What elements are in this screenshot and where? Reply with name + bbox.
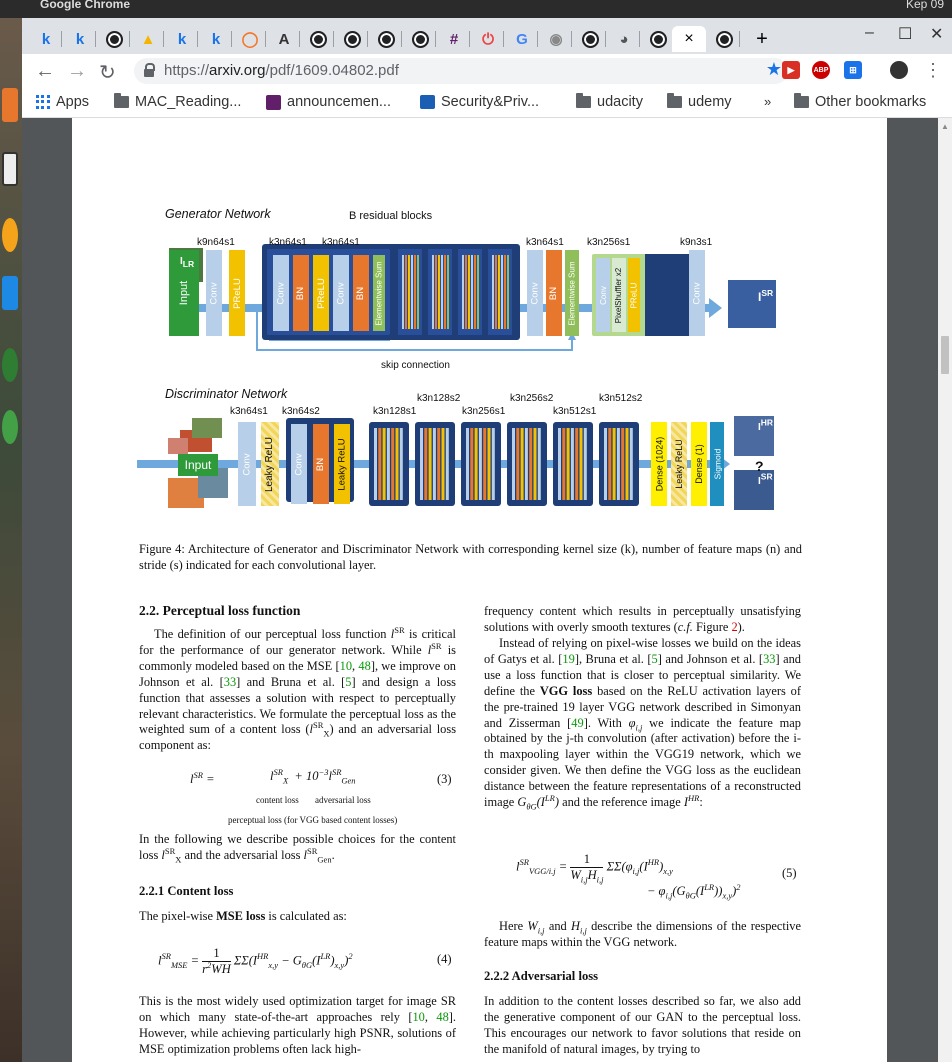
bookmark-label: Security&Priv...	[441, 94, 540, 110]
citation-link[interactable]: 5	[345, 674, 352, 689]
disc-layer-stripe	[604, 428, 607, 500]
bookmark-udacity[interactable]	[576, 94, 643, 110]
disc-input-block: Input	[178, 454, 218, 476]
residual-layer-stripe	[498, 255, 500, 329]
residual-layer-stripe	[495, 255, 497, 329]
slack-icon: #	[449, 30, 459, 48]
disc-inner-leaky-relu-block: Leaky ReLU	[334, 424, 350, 504]
post-bn-block: BN	[546, 250, 562, 336]
tab-5[interactable]	[200, 26, 232, 52]
tab-14[interactable]	[506, 26, 538, 52]
disc-layer-stripe	[383, 428, 386, 500]
subsection-heading: 2.2.1 Content loss	[139, 884, 234, 898]
equation-number: (4)	[437, 952, 452, 966]
tab-17[interactable]	[608, 26, 640, 52]
gen-label: k3n64s1	[526, 237, 564, 248]
tab-16[interactable]	[574, 26, 606, 52]
folder-icon	[794, 96, 809, 108]
desktop-launcher	[0, 18, 22, 1062]
disc-layer-stripe	[630, 428, 633, 500]
paragraph: The pixel-wise MSE loss is calculated as:	[139, 909, 347, 923]
browser-toolbar	[22, 54, 952, 88]
disc-label: k3n128s2	[417, 393, 461, 404]
new-tab-button[interactable]: +	[756, 27, 768, 50]
bookmark-label: announcemen...	[287, 94, 391, 110]
disc-leaky-relu-block: Leaky ReLU	[261, 422, 279, 506]
equation-number: (3)	[437, 772, 452, 786]
bookmark-security-privacy[interactable]	[420, 94, 539, 110]
res-conv-block: Conv	[273, 255, 289, 331]
disc-layer-stripe	[429, 428, 432, 500]
tab-3[interactable]	[132, 26, 164, 52]
disc-layer-stripe	[424, 428, 427, 500]
gen-label: k3n64s1	[322, 237, 360, 248]
bookmarks-overflow-button[interactable]: »	[764, 94, 772, 109]
scrollbar-thumb[interactable]	[941, 336, 949, 374]
up-conv-block: Conv	[596, 258, 610, 332]
github-icon	[650, 31, 667, 48]
disc-label: k3n64s2	[282, 406, 320, 417]
brace-label: perceptual loss (for VGG based content losses)	[228, 815, 398, 825]
disc-layer-stripe	[387, 428, 390, 500]
bookmark-label: udemy	[688, 94, 732, 110]
address-bar[interactable]	[134, 58, 788, 84]
back-button[interactable]: ←	[35, 60, 55, 82]
equation-5-line2: − $\varphi_{i,j}(G_{\theta G}(I^{LR}))_{x,y})^2$	[647, 881, 741, 901]
disc-layer-stripe	[475, 428, 478, 500]
discriminator-title: Discriminator Network	[165, 387, 288, 401]
residual-layer-stripe	[444, 255, 446, 329]
citation-link[interactable]: 10	[339, 658, 353, 673]
equation-3-body: $l^{SR}_X + 10^{-3}l^{SR}_{Gen}$	[270, 766, 356, 786]
disc-label: k3n256s2	[510, 393, 554, 404]
disc-layer-stripe	[617, 428, 620, 500]
acrobat-icon: A	[278, 30, 290, 48]
url-scheme: https://	[164, 62, 210, 79]
figure-caption: Figure 4: Architecture of Generator and Discriminator Network with corresponding kernel size (k), number of feature maps (n) and stride (s) indicated for each convolutional layer.	[139, 542, 802, 572]
k-icon: k	[177, 30, 187, 48]
residual-layer-stripe	[408, 255, 410, 329]
maximize-button[interactable]: ☐	[898, 26, 913, 43]
residual-layer-stripe	[432, 255, 434, 329]
bookmark-announcements[interactable]	[266, 94, 391, 110]
gen-prelu-block: PReLU	[229, 250, 245, 336]
paragraph: Instead of relying on pixel-wise losses we build on the ideas of Gatys et al. [19], Bruna et al. [5] and Johnson et al. [33] and use a loss function that is closer to perceptual similarity. We define the VGG loss based on the ReLU activation layers of the pre-trained 19 layer VGG network described in Simonyan and Zisserman [49]. With $\varphi_{i,j}$ we indicate the feature map obtained by the j-th convolution (after activation) before the i-th maxpooling layer within the VGG19 network, which we consider given. We then define the VGG loss as the euclidean distance between the feature representations of a reconstructed image $G_{\theta G}(I^{LR})$ and the reference image $I^{HR}$:	[484, 636, 802, 812]
citation-link[interactable]: 33	[763, 651, 776, 666]
pixelshuffler-block: PixelShuffler x2	[612, 258, 626, 332]
disc-layer-stripe	[483, 428, 486, 500]
res-bn-block: BN	[293, 255, 309, 331]
disc-label: k3n256s1	[462, 406, 506, 417]
close-tab-icon[interactable]: ×	[684, 30, 694, 47]
disc-layer-stripe	[433, 428, 436, 500]
pdf-viewer	[22, 118, 938, 1062]
jupyter-icon: ◯	[241, 31, 259, 48]
url-path: /pdf/1609.04802.pdf	[265, 62, 399, 79]
disc-layer-stripe	[516, 428, 519, 500]
launcher-app-icon[interactable]	[2, 410, 18, 444]
bookmark-apps[interactable]	[36, 94, 89, 110]
github-icon	[344, 31, 361, 48]
generator-title: Generator Network	[165, 207, 271, 221]
tab-7[interactable]	[268, 26, 300, 52]
k-icon: k	[75, 30, 85, 48]
gen-label: k9n3s1	[680, 237, 713, 248]
bookmark-udemy[interactable]	[667, 94, 732, 110]
disc-layer-stripe	[529, 428, 532, 500]
disc-inner-conv-block: Conv	[291, 424, 307, 504]
bookmark-label: Apps	[56, 94, 90, 110]
bookmark-label: MAC_Reading...	[135, 94, 242, 110]
disc-layer-stripe	[608, 428, 611, 500]
bookmark-mac-reading[interactable]	[114, 94, 241, 110]
chat-icon: ◉	[549, 31, 563, 48]
github-icon	[378, 31, 395, 48]
figure-link[interactable]: 2	[731, 619, 738, 634]
disc-layer-stripe	[525, 428, 528, 500]
forward-button[interactable]: →	[67, 60, 87, 82]
final-conv-block: Conv	[689, 250, 705, 336]
generator-arrow-icon	[709, 298, 722, 318]
paragraph: This is the most widely used optimization target for image SR on which many state-of-the-art approaches rely [10, 48]. However, while achieving particularly high PSNR, solutions of MSE optimization problems often lack high-	[139, 994, 457, 1056]
residual-layer-stripe	[504, 255, 506, 329]
disc-layer-stripe	[575, 428, 578, 500]
tab-9[interactable]	[336, 26, 368, 52]
bookmark-label: udacity	[597, 94, 643, 110]
disc-layer-stripe	[626, 428, 629, 500]
skip-connection-label: skip connection	[381, 360, 450, 371]
paragraph: frequency content which results in perceptually unsatisfying solutions with overly smooth textures (c.f. Figure 2).	[484, 604, 801, 634]
section-heading: 2.2. Perceptual loss function	[139, 603, 301, 618]
disc-layer-stripe	[521, 428, 524, 500]
citation-link[interactable]: 48	[436, 1009, 449, 1024]
brace-label: adversarial loss	[315, 795, 371, 805]
github-icon	[716, 31, 733, 48]
os-title: Google Chrome	[40, 0, 131, 11]
tab-6[interactable]	[234, 26, 266, 52]
slack-icon	[266, 95, 281, 110]
paragraph: The definition of our perceptual loss function $l^{SR}$ is critical for the performance of our generator network. While $l^{SR}$ is commonly modeled based on the MSE [10, 48], we improve on Johnson et al. [33] and Bruna et al. [5] and design a loss function that assesses a solution with respect to perceptually relevant characteristics. We formulate the perceptual loss as the weighted sum of a content loss $(l^{SR}_X)$ and an adversarial loss component as:	[139, 624, 457, 753]
disc-layer-stripe	[567, 428, 570, 500]
menu-icon[interactable]: ⋮	[924, 60, 942, 80]
subsection-heading: 2.2.2 Adversarial loss	[484, 969, 599, 983]
bookmark-other[interactable]	[794, 94, 926, 110]
power-icon: ⏻	[482, 30, 494, 48]
disc-layer-stripe	[479, 428, 482, 500]
google-drive-icon: ▲	[140, 30, 156, 48]
disc-layer-stripe	[391, 428, 394, 500]
disc-layer-stripe	[584, 428, 587, 500]
vertical-scrollbar[interactable]	[938, 118, 952, 1062]
tab-4[interactable]	[166, 26, 198, 52]
res-elementwise-sum-block: Elementwise Sum	[373, 255, 385, 331]
disc-layer-stripe	[442, 428, 445, 500]
disc-layer-stripe	[446, 428, 449, 500]
close-window-button[interactable]: ✕	[930, 26, 944, 43]
ext-blue-icon[interactable]: ⊞	[844, 61, 862, 79]
tab-15[interactable]	[540, 26, 572, 52]
residual-layer-stripe	[417, 255, 419, 329]
residual-layer-stripe	[468, 255, 470, 329]
res-conv-block-2: Conv	[333, 255, 349, 331]
launcher-app-icon[interactable]	[2, 88, 18, 122]
ihr-label: $I^{HR}$	[758, 417, 774, 433]
gen-label: k9n64s1	[197, 237, 235, 248]
input-block: Input	[169, 250, 199, 336]
k-icon: k	[211, 30, 221, 48]
residual-layer-stripe	[474, 255, 476, 329]
paragraph: Here $W_{i,j}$ and $H_{i,j}$ describe the dimensions of the respective feature maps within the VGG network.	[484, 919, 802, 949]
google-icon: G	[516, 30, 528, 48]
tab-11[interactable]	[404, 26, 436, 52]
equation-5: $l^{SR}_{VGG/i.j}$ = 1 $W_{i,j}H_{i,j}$ $\Sigma\Sigma(\varphi_{i,j}(I^{HR})_{x,y}$	[516, 852, 673, 885]
disc-isr-label: $I^{SR}$	[758, 471, 773, 487]
tab-12[interactable]	[438, 26, 470, 52]
ext-red-icon[interactable]: ▶	[782, 61, 800, 79]
adblock-icon[interactable]: ABP	[812, 61, 830, 79]
url-text[interactable]	[164, 62, 399, 79]
sigmoid-block: Sigmoid	[710, 422, 724, 506]
k-icon: k	[41, 30, 51, 48]
github-icon	[582, 31, 599, 48]
tab-8[interactable]	[302, 26, 334, 52]
disc-layer-stripe	[488, 428, 491, 500]
disc-label: k3n128s1	[373, 406, 417, 417]
question-mark: ?	[755, 458, 764, 474]
residual-layer-stripe	[402, 255, 404, 329]
equation-4: $l^{SR}_{MSE}$ = 1 $r^2WH$ $\Sigma\Sigma(I^{HR}_{x,y} - G_{\theta G}(I^{LR})_{x,y})^2$	[158, 946, 353, 976]
ilr-label: $I_{LR}$	[180, 256, 195, 269]
residual-layer-stripe	[507, 255, 509, 329]
disc-layer-stripe	[562, 428, 565, 500]
disc-layer-stripe	[512, 428, 515, 500]
res-bn-block-2: BN	[353, 255, 369, 331]
isr-label: $I^{SR}$	[758, 288, 774, 304]
launcher-app-icon[interactable]	[2, 276, 18, 310]
dense-1024-block: Dense (1024)	[651, 422, 667, 506]
equation-3: $l^{SR}$ =	[190, 769, 215, 786]
residual-layer-stripe	[465, 255, 467, 329]
gen-label: k3n64s1	[269, 237, 307, 248]
globe-icon: ◕	[619, 30, 629, 48]
brace-label: content loss	[256, 795, 299, 805]
tab-strip	[22, 18, 952, 54]
residual-layer-stripe	[492, 255, 494, 329]
profile-avatar[interactable]	[890, 61, 908, 79]
disc-layer-stripe	[580, 428, 583, 500]
tab-1[interactable]	[64, 26, 96, 52]
github-icon	[310, 31, 327, 48]
bookmark-label: Other bookmarks	[815, 94, 927, 110]
reload-button[interactable]: ↻	[99, 62, 116, 84]
active-tab[interactable]	[672, 26, 706, 52]
disc-layer-stripe	[613, 428, 616, 500]
res-prelu-block: PReLU	[313, 255, 329, 331]
folder-icon	[114, 96, 129, 108]
residual-layer-stripe	[471, 255, 473, 329]
up-prelu-block: PReLU	[628, 258, 640, 332]
apps-grid-icon	[36, 95, 50, 109]
disc-layer-stripe	[400, 428, 403, 500]
lock-icon	[144, 63, 154, 77]
tab-2[interactable]	[98, 26, 130, 52]
bookmark-star-icon[interactable]: ★	[765, 59, 782, 79]
tab-10[interactable]	[370, 26, 402, 52]
scroll-up-icon[interactable]: ▲	[941, 122, 949, 131]
citation-link[interactable]: 19	[562, 651, 575, 666]
residual-layer-stripe	[405, 255, 407, 329]
os-clock: Kep 09	[905, 0, 944, 11]
pdf-page	[72, 118, 887, 1062]
disc-layer-stripe	[396, 428, 399, 500]
disc-bn-block: BN	[313, 424, 329, 504]
tab-19[interactable]	[708, 26, 740, 52]
disc-label: k3n64s1	[230, 406, 268, 417]
launcher-app-icon[interactable]	[2, 348, 18, 382]
tab-18[interactable]	[642, 26, 674, 52]
disc-layer-stripe	[538, 428, 541, 500]
disc-layer-stripe	[492, 428, 495, 500]
citation-link[interactable]: 33	[223, 674, 237, 689]
residual-layer-stripe	[411, 255, 413, 329]
disc-layer-stripe	[571, 428, 574, 500]
citation-link[interactable]: 48	[358, 658, 371, 673]
github-icon	[412, 31, 429, 48]
residual-title: B residual blocks	[349, 210, 433, 222]
residual-layer-stripe	[435, 255, 437, 329]
site-icon	[420, 95, 435, 109]
disc-layer-stripe	[558, 428, 561, 500]
tab-13[interactable]	[472, 26, 504, 52]
github-icon	[106, 31, 123, 48]
tab-0[interactable]	[30, 26, 62, 52]
disc-layer-stripe	[466, 428, 469, 500]
gen-conv-block: Conv	[206, 250, 222, 336]
disc-label: k3n512s2	[599, 393, 643, 404]
residual-layer-stripe	[501, 255, 503, 329]
residual-layer-stripe	[438, 255, 440, 329]
paragraph: In addition to the content losses described so far, we also add the generative component of our GAN to the perceptual loss. This encourages our network to favor solutions that reside on the manifold of natural images, by trying to	[484, 994, 801, 1056]
citation-link[interactable]: 10	[412, 1009, 425, 1024]
citation-link[interactable]: 49	[571, 715, 584, 730]
gen-label: k3n256s1	[587, 237, 631, 248]
architecture-figure	[72, 118, 887, 538]
bookmarks-bar	[22, 88, 952, 118]
disc-layer-stripe	[534, 428, 537, 500]
folder-icon	[576, 96, 591, 108]
disc-layer-stripe	[621, 428, 624, 500]
disc-layer-stripe	[437, 428, 440, 500]
minimize-button[interactable]: –	[865, 24, 874, 41]
post-elementwise-sum-block: Elementwise Sum	[565, 250, 579, 336]
dense-1-block: Dense (1)	[691, 422, 707, 506]
url-host: arxiv.org	[209, 62, 266, 79]
disc-layer-stripe	[374, 428, 377, 500]
dense-leaky-relu-block: Leaky ReLU	[671, 422, 687, 506]
folder-icon	[667, 96, 682, 108]
residual-layer-stripe	[447, 255, 449, 329]
residual-layer-stripe	[462, 255, 464, 329]
post-conv-block: Conv	[527, 250, 543, 336]
disc-layer-stripe	[470, 428, 473, 500]
residual-layer-stripe	[441, 255, 443, 329]
citation-link[interactable]: 5	[651, 651, 658, 666]
launcher-app-icon[interactable]	[2, 218, 18, 252]
launcher-app-icon[interactable]	[2, 152, 18, 186]
equation-number: (5)	[782, 866, 797, 880]
disc-conv-block: Conv	[238, 422, 256, 506]
disc-label: k3n512s1	[553, 406, 597, 417]
paragraph: In the following we describe possible choices for the content loss $l^{SR}_X$ and the adversarial loss $l^{SR}_{Gen}$.	[139, 832, 456, 865]
residual-layer-stripe	[414, 255, 416, 329]
os-title-bar	[0, 0, 952, 18]
residual-layer-stripe	[477, 255, 479, 329]
disc-layer-stripe	[378, 428, 381, 500]
disc-layer-stripe	[420, 428, 423, 500]
